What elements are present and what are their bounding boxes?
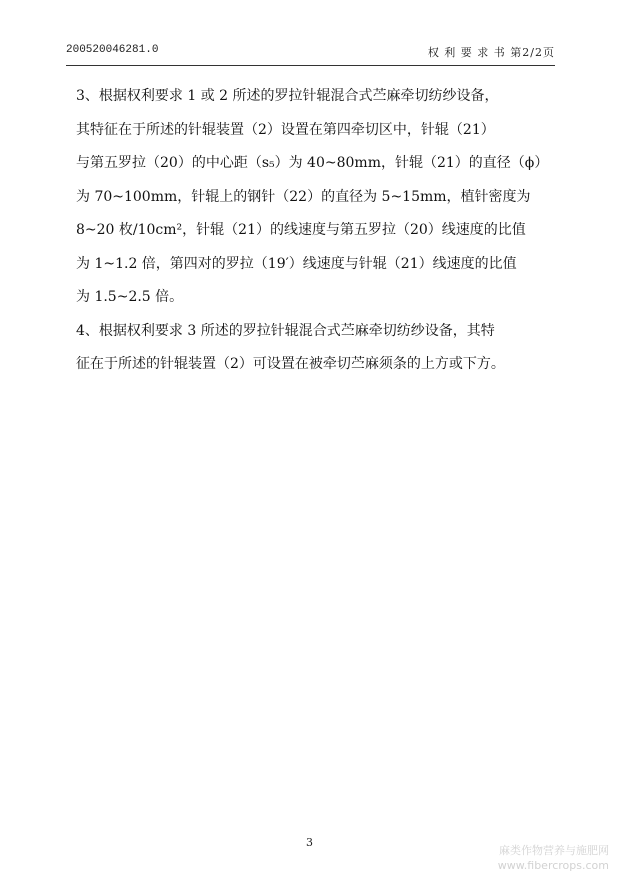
claim-3-line-1: 3、根据权利要求 1 或 2 所述的罗拉针辊混合式苎麻牵切纺纱设备， bbox=[76, 88, 499, 104]
claim-3-line-6: 为 1~1.2 倍，第四对的罗拉（19′）线速度与针辊（21）线速度的比值 bbox=[76, 255, 517, 272]
application-number: 200520046281.0 bbox=[66, 44, 159, 56]
claim-4-line-1: 4、根据权利要求 3 所述的罗拉针辊混合式苎麻牵切纺纱设备，其特 bbox=[76, 322, 495, 339]
claim-3-line-5: 8~20 枚/10cm²，针辊（21）的线速度与第五罗拉（20）线速度的比值 bbox=[76, 222, 526, 238]
header-rule bbox=[66, 65, 555, 66]
claim-4-line-2: 征在于所述的针辊装置（2）可设置在被牵切苎麻须条的上方或下方。 bbox=[76, 356, 505, 372]
claim-3-line-3: 与第五罗拉（20）的中心距（s₅）为 40~80mm，针辊（21）的直径（ϕ） bbox=[76, 155, 549, 171]
watermark-site-name: 麻类作物营养与施肥网 bbox=[499, 844, 609, 857]
claim-3-line-4: 为 70~100mm，针辊上的钢针（22）的直径为 5~15mm，植针密度为 bbox=[76, 188, 531, 205]
page-number: 3 bbox=[306, 836, 313, 849]
site-watermark bbox=[498, 843, 609, 873]
watermark-site-url: www.fibercrops.com bbox=[497, 859, 609, 872]
claim-3-line-7: 为 1.5~2.5 倍。 bbox=[76, 289, 184, 305]
document-title-page-indicator: 权 利 要 求 书 第2/2页 bbox=[427, 46, 555, 59]
page-header bbox=[66, 44, 555, 62]
claim-3-line-2: 其特征在于所述的针辊装置（2）设置在第四牵切区中，针辊（21） bbox=[76, 121, 495, 138]
claims-body bbox=[76, 86, 560, 388]
